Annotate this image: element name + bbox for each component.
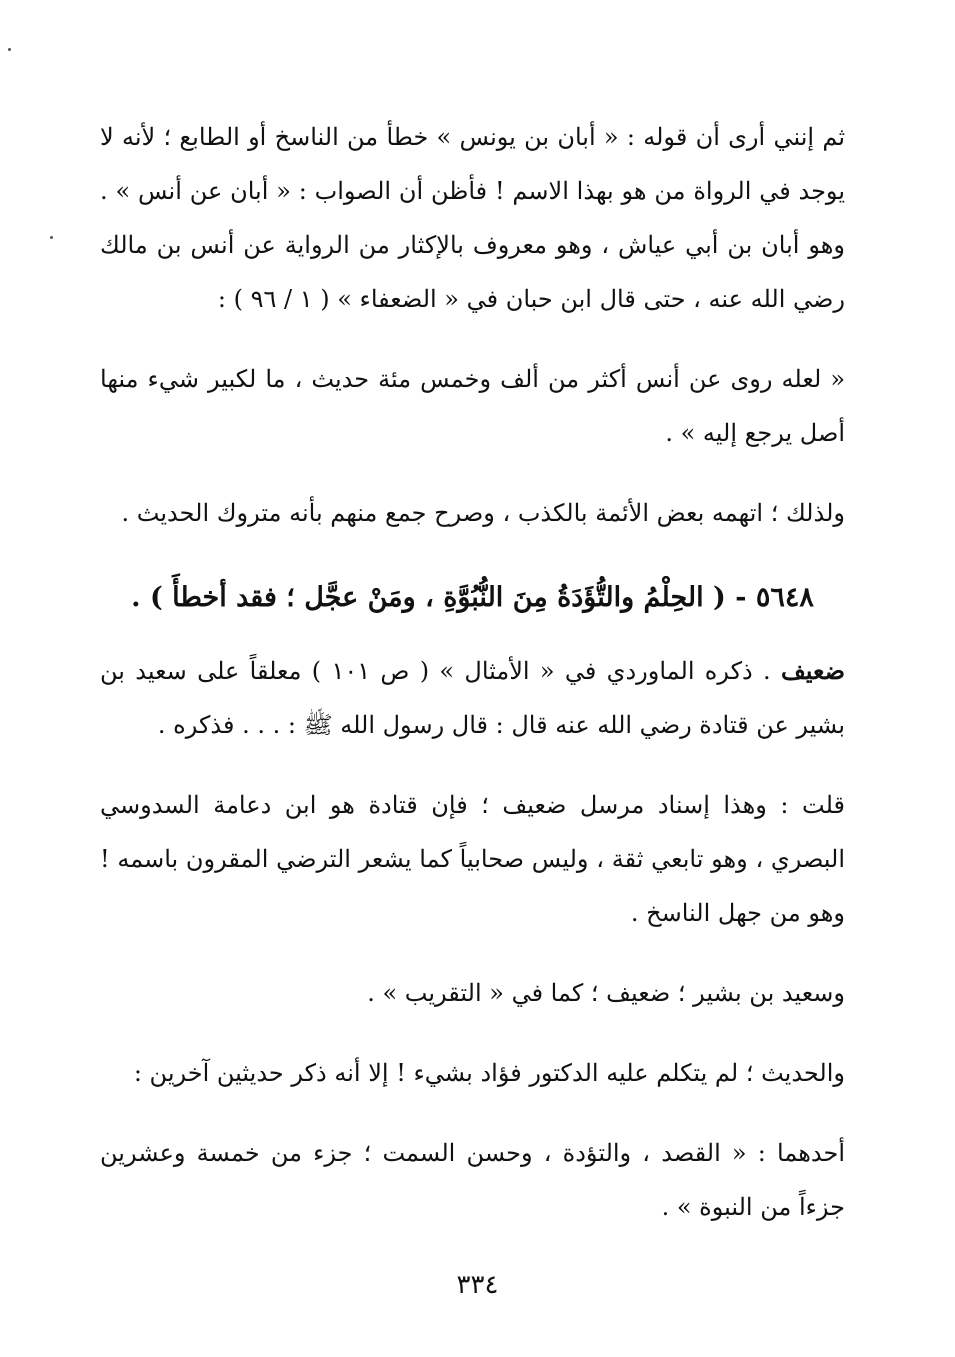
scan-speck bbox=[50, 236, 53, 239]
paragraph-6: وسعيد بن بشير ؛ ضعيف ؛ كما في « التقريب » . bbox=[367, 979, 845, 1007]
page-number: ٣٣٤ bbox=[456, 1270, 499, 1300]
page-body bbox=[100, 110, 845, 1260]
hadith-heading: ٥٦٤٨ - ( الحِلْمُ والتُّؤَدَةُ مِنَ النُّبُوَّةِ ، ومَنْ عجَّل ؛ فقد أخطأَ ) . bbox=[131, 582, 814, 613]
paragraph-grading bbox=[100, 644, 845, 752]
paragraph-5: قلت : وهذا إسناد مرسل ضعيف ؛ فإن قتادة هو ابن دعامة السدوسي البصري ، وهو تابعي ثقة ، وليس صحابياً كما يشعر الترضي المقرون باسمه ! وهو من جهل الناسخ . bbox=[100, 791, 845, 927]
paragraph-3: ولذلك ؛ اتهمه بعض الأئمة بالكذب ، وصرح جمع منهم بأنه متروك الحديث . bbox=[121, 499, 845, 527]
quote-ibn-hibban: « لعله روى عن أنس أكثر من ألف وخمس مئة حديث ، ما لكبير شيء منها أصل يرجع إليه » . bbox=[100, 365, 846, 447]
paragraph-1: ثم إنني أرى أن قوله : « أبان بن يونس » خطأ من الناسخ أو الطابع ؛ لأنه لا يوجد في الرواة من هو بهذا الاسم ! فأظن أن الصواب : « أبان عن أنس » . وهو أبان بن أبي عياش ، وهو معروف بالإكثار من الرواية عن أنس بن مالك رضي الله عنه ، حتى قال ابن حبان في « الضعفاء » ( ١ / ٩٦ ) : bbox=[100, 123, 845, 313]
grading-text: . ذكره الماوردي في « الأمثال » ( ص ١٠١ ) معلقاً على سعيد بن بشير عن قتادة رضي الله عنه قال : قال رسول الله ﷺ : . . . فذكره . bbox=[100, 657, 845, 739]
grading-label: ضعيف bbox=[780, 656, 845, 685]
scan-speck bbox=[8, 48, 11, 51]
paragraph-7: والحديث ؛ لم يتكلم عليه الدكتور فؤاد بشيء ! إلا أنه ذكر حديثين آخرين : bbox=[133, 1059, 845, 1087]
paragraph-8: أحدهما : « القصد ، والتؤدة ، وحسن السمت ؛ جزء من خمسة وعشرين جزءاً من النبوة » . bbox=[100, 1139, 845, 1221]
